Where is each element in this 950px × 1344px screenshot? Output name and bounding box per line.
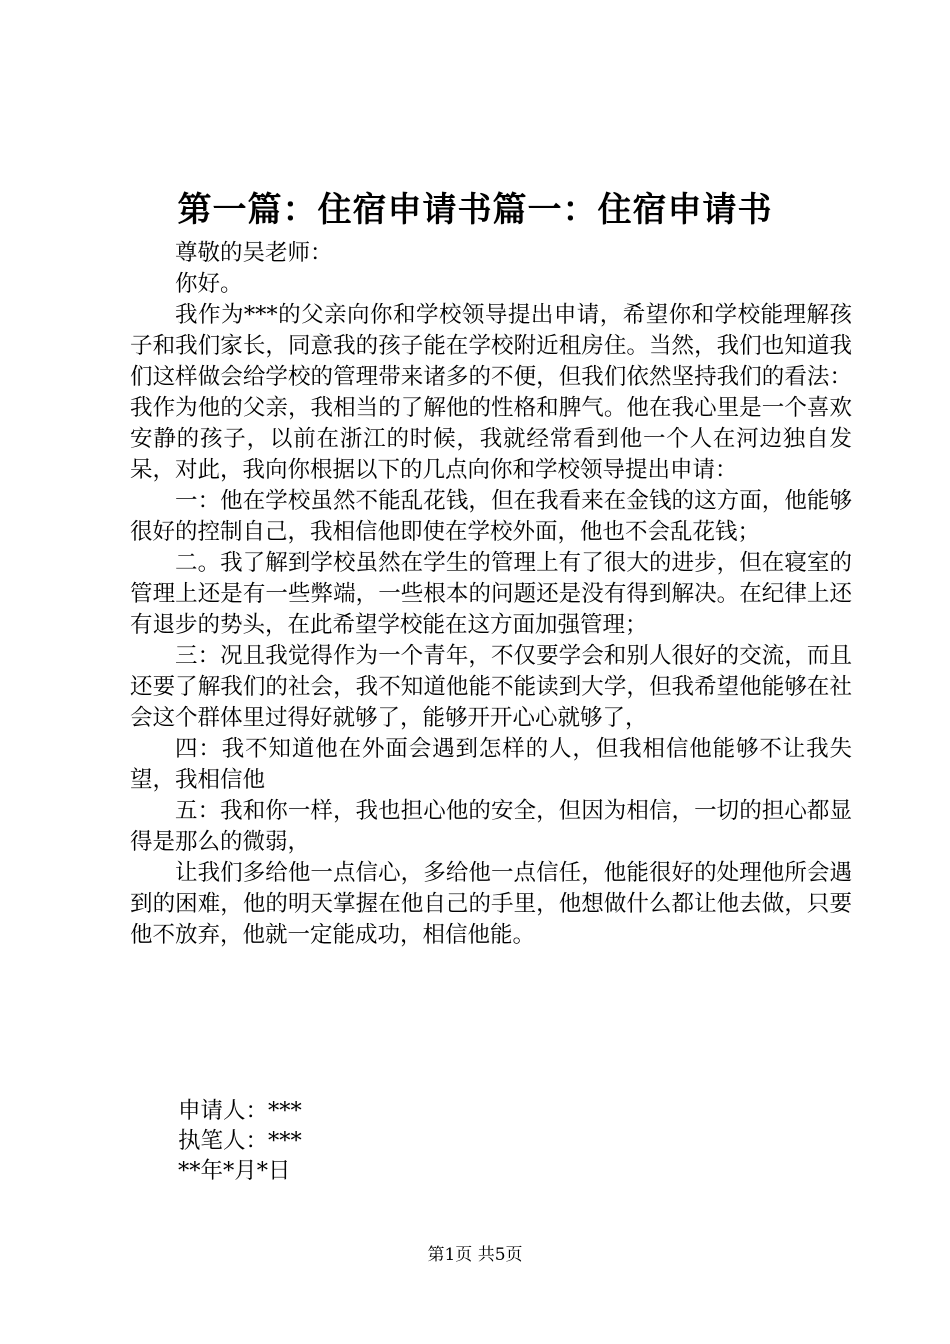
paragraph-point-2: 二。我了解到学校虽然在学生的管理上有了很大的进步，但在寝室的管理上还是有一些弊端，一些根本的问题还是没有得到解决。在纪律上还有退步的势头，在此希望学校能在这方面加强管理； (130, 550, 852, 638)
salutation: 尊敬的吴老师： (175, 240, 333, 266)
paragraph-point-3: 三：况且我觉得作为一个青年，不仅要学会和别人很好的交流，而且还要了解我们的社会，我不知道他能不能读到大学，但我希望他能够在社会这个群体里过得好就够了，能够开开心心就够了， (130, 643, 852, 731)
writer-line: 执笔人：*** (178, 1128, 302, 1154)
paragraph-point-1: 一：他在学校虽然不能乱花钱，但在我看来在金钱的这方面，他能够很好的控制自己，我相信他即使在学校外面，他也不会乱花钱； (130, 488, 852, 545)
paragraph-point-5: 五：我和你一样，我也担心他的安全，但因为相信，一切的担心都显得是那么的微弱， (130, 798, 852, 855)
page-indicator: 第1页 共5页 (427, 1245, 523, 1265)
greeting: 你好。 (175, 271, 243, 297)
paragraph-closing: 让我们多给他一点信心，多给他一点信任，他能很好的处理他所会遇到的困难，他的明天掌握在他自己的手里，他想做什么都让他去做，只要他不放弃，他就一定能成功，相信他能。 (130, 860, 852, 948)
applicant-line: 申请人：*** (178, 1098, 302, 1124)
date-line: **年*月*日 (178, 1158, 291, 1184)
signature-block (178, 1096, 302, 1186)
paragraph-intro: 我作为***的父亲向你和学校领导提出申请，希望你和学校能理解孩子和我们家长，同意我的孩子能在学校附近租房住。当然，我们也知道我们这样做会给学校的管理带来诸多的不便，但我们依然坚持我们的看法：我作为他的父亲，我相当的了解他的性格和脾气。他在我心里是一个喜欢安静的孩子，以前在浙江的时候，我就经常看到他一个人在河边独自发呆，对此，我向你根据以下的几点向你和学校领导提出申请： (130, 302, 852, 483)
paragraph-point-4: 四：我不知道他在外面会遇到怎样的人，但我相信他能够不让我失望，我相信他 (130, 736, 852, 793)
document-body (130, 238, 852, 951)
document-title: 第一篇：住宿申请书篇一：住宿申请书 (177, 190, 773, 230)
